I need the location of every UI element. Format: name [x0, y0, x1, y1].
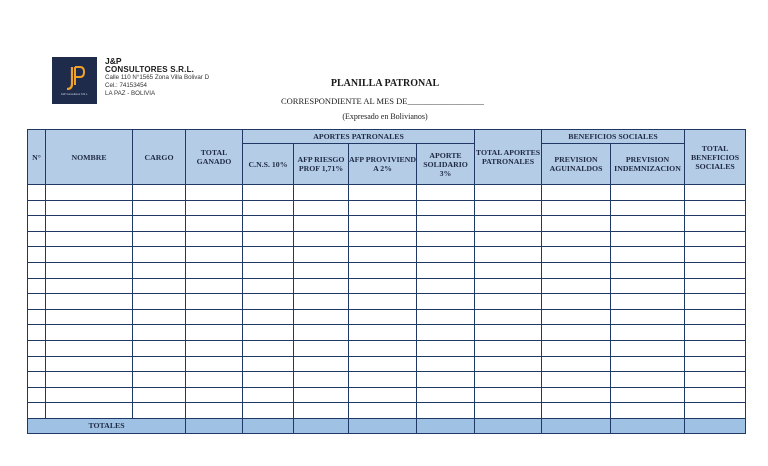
table-cell[interactable] [28, 309, 46, 325]
table-cell[interactable] [417, 387, 475, 403]
table-cell[interactable] [542, 185, 611, 201]
table-cell[interactable] [349, 387, 417, 403]
table-cell[interactable] [611, 309, 685, 325]
table-row [28, 247, 746, 263]
table-cell[interactable] [46, 247, 133, 263]
table-cell[interactable] [611, 185, 685, 201]
table-row [28, 231, 746, 247]
table-cell[interactable] [28, 325, 46, 341]
table-cell[interactable] [417, 340, 475, 356]
table-cell[interactable] [133, 356, 186, 372]
table-cell[interactable] [28, 216, 46, 232]
table-cell[interactable] [611, 216, 685, 232]
table-cell[interactable] [133, 231, 186, 247]
table-cell[interactable] [133, 294, 186, 310]
table-cell[interactable] [46, 278, 133, 294]
table-cell[interactable] [542, 325, 611, 341]
table-cell[interactable] [685, 247, 746, 263]
table-row [28, 403, 746, 419]
table-cell[interactable] [133, 387, 186, 403]
totals-cell [417, 418, 475, 433]
header-total-ganado: TOTAL GANADO [186, 130, 243, 185]
table-row [28, 185, 746, 201]
document-title: PLANILLA PATRONAL [330, 78, 440, 89]
table-cell[interactable] [542, 372, 611, 388]
table-cell[interactable] [243, 200, 294, 216]
table-cell[interactable] [542, 403, 611, 419]
table-row [28, 372, 746, 388]
company-name: CONSULTORES S.R.L. [105, 65, 195, 74]
table-row [28, 356, 746, 372]
table-cell[interactable] [349, 247, 417, 263]
table-cell[interactable] [417, 247, 475, 263]
table-cell[interactable] [417, 216, 475, 232]
table-cell[interactable] [28, 340, 46, 356]
table-cell[interactable] [685, 278, 746, 294]
table-cell[interactable] [417, 262, 475, 278]
table-cell[interactable] [294, 325, 349, 341]
table-row [28, 340, 746, 356]
table-cell[interactable] [186, 372, 243, 388]
table-cell[interactable] [133, 372, 186, 388]
table-cell[interactable] [28, 247, 46, 263]
table-cell[interactable] [417, 278, 475, 294]
table-cell[interactable] [243, 325, 294, 341]
table-cell[interactable] [685, 372, 746, 388]
table-cell[interactable] [417, 185, 475, 201]
table-cell[interactable] [475, 294, 542, 310]
header-cns: C.N.S. 10% [243, 144, 294, 185]
table-cell[interactable] [542, 231, 611, 247]
table-cell[interactable] [46, 325, 133, 341]
table-cell[interactable] [475, 356, 542, 372]
table-cell[interactable] [542, 200, 611, 216]
table-cell[interactable] [243, 278, 294, 294]
header-aporte-solidario: APORTE SOLIDARIO 3% [417, 144, 475, 185]
table-cell[interactable] [294, 309, 349, 325]
table-cell[interactable] [475, 340, 542, 356]
table-cell[interactable] [294, 372, 349, 388]
totals-cell [349, 418, 417, 433]
table-cell[interactable] [133, 200, 186, 216]
table-cell[interactable] [46, 309, 133, 325]
table-cell[interactable] [46, 372, 133, 388]
table-cell[interactable] [243, 294, 294, 310]
table-cell[interactable] [294, 262, 349, 278]
table-cell[interactable] [349, 231, 417, 247]
table-cell[interactable] [685, 356, 746, 372]
table-cell[interactable] [349, 262, 417, 278]
table-cell[interactable] [417, 231, 475, 247]
table-cell[interactable] [349, 356, 417, 372]
table-cell[interactable] [46, 262, 133, 278]
table-cell[interactable] [685, 325, 746, 341]
totals-cell [186, 418, 243, 433]
table-cell[interactable] [46, 185, 133, 201]
table-cell[interactable] [417, 403, 475, 419]
table-cell[interactable] [294, 278, 349, 294]
table-cell[interactable] [186, 403, 243, 419]
table-cell[interactable] [417, 325, 475, 341]
table-cell[interactable] [611, 262, 685, 278]
table-cell[interactable] [475, 231, 542, 247]
table-cell[interactable] [475, 247, 542, 263]
table-cell[interactable] [28, 372, 46, 388]
table-cell[interactable] [243, 356, 294, 372]
table-cell[interactable] [349, 185, 417, 201]
table-cell[interactable] [542, 216, 611, 232]
table-cell[interactable] [417, 200, 475, 216]
table-cell[interactable] [28, 262, 46, 278]
table-cell[interactable] [611, 278, 685, 294]
table-cell[interactable] [186, 185, 243, 201]
table-cell[interactable] [475, 200, 542, 216]
header-aportes-patronales: APORTES PATRONALES [243, 130, 475, 144]
table-cell[interactable] [28, 403, 46, 419]
table-cell[interactable] [475, 278, 542, 294]
table-cell[interactable] [243, 340, 294, 356]
table-cell[interactable] [542, 247, 611, 263]
table-cell[interactable] [294, 231, 349, 247]
table-cell[interactable] [133, 309, 186, 325]
table-row [28, 325, 746, 341]
table-cell[interactable] [685, 403, 746, 419]
table-row [28, 200, 746, 216]
table-cell[interactable] [133, 340, 186, 356]
table-cell[interactable] [294, 247, 349, 263]
table-cell[interactable] [28, 356, 46, 372]
table-cell[interactable] [243, 309, 294, 325]
table-cell[interactable] [186, 278, 243, 294]
company-phone: Cel.: 74153454 [105, 82, 147, 89]
table-cell[interactable] [611, 294, 685, 310]
table-row [28, 294, 746, 310]
table-cell[interactable] [611, 403, 685, 419]
table-cell[interactable] [28, 200, 46, 216]
header-afp-provivienda: AFP PROVIVIEND A 2% [349, 144, 417, 185]
table-cell[interactable] [243, 247, 294, 263]
table-cell[interactable] [46, 403, 133, 419]
table-cell[interactable] [186, 200, 243, 216]
table-cell[interactable] [46, 200, 133, 216]
table-cell[interactable] [243, 216, 294, 232]
totals-cell [685, 418, 746, 433]
table-cell[interactable] [133, 247, 186, 263]
header-cargo: CARGO [133, 130, 186, 185]
table-row [28, 309, 746, 325]
totals-cell [542, 418, 611, 433]
table-cell[interactable] [417, 372, 475, 388]
table-cell[interactable] [475, 372, 542, 388]
table-row [28, 278, 746, 294]
table-cell[interactable] [46, 387, 133, 403]
header-prevision-indemnizacion: PREVISION INDEMNIZACION [611, 144, 685, 185]
company-name-short: J&P [105, 56, 122, 66]
table-cell[interactable] [685, 200, 746, 216]
header-beneficios-sociales: BENEFICIOS SOCIALES [542, 130, 685, 144]
table-cell[interactable] [349, 278, 417, 294]
table-cell[interactable] [294, 200, 349, 216]
table-cell[interactable] [28, 231, 46, 247]
table-cell[interactable] [542, 309, 611, 325]
totals-label: TOTALES [28, 418, 186, 433]
table-body [28, 185, 746, 419]
header-prevision-aguinaldos: PREVISION AGUINALDOS [542, 144, 611, 185]
table-cell[interactable] [475, 216, 542, 232]
table-cell[interactable] [186, 216, 243, 232]
logo-caption: J&P Consultores S.R.L. [60, 93, 89, 96]
table-cell[interactable] [611, 356, 685, 372]
table-cell[interactable] [294, 185, 349, 201]
table-cell[interactable] [294, 387, 349, 403]
table-cell[interactable] [28, 278, 46, 294]
table-cell[interactable] [243, 262, 294, 278]
totals-row [28, 418, 746, 433]
table-cell[interactable] [243, 372, 294, 388]
table-cell[interactable] [294, 356, 349, 372]
table-cell[interactable] [186, 262, 243, 278]
table-cell[interactable] [685, 309, 746, 325]
table-cell[interactable] [611, 200, 685, 216]
table-cell[interactable] [133, 403, 186, 419]
table-cell[interactable] [611, 340, 685, 356]
table-cell[interactable] [685, 231, 746, 247]
table-row [28, 387, 746, 403]
payroll-table [27, 129, 746, 434]
table-cell[interactable] [685, 185, 746, 201]
table-cell[interactable] [475, 403, 542, 419]
table-cell[interactable] [349, 372, 417, 388]
table-cell[interactable] [475, 387, 542, 403]
header-afp-riesgo: AFP RIESGO PROF 1,71% [294, 144, 349, 185]
table-cell[interactable] [186, 325, 243, 341]
table-cell[interactable] [417, 294, 475, 310]
table-cell[interactable] [611, 325, 685, 341]
table-cell[interactable] [133, 216, 186, 232]
table-cell[interactable] [186, 294, 243, 310]
table-cell[interactable] [611, 247, 685, 263]
table-cell[interactable] [349, 340, 417, 356]
table-cell[interactable] [475, 309, 542, 325]
table-cell[interactable] [133, 325, 186, 341]
table-cell[interactable] [542, 294, 611, 310]
table-cell[interactable] [542, 340, 611, 356]
company-address: Calle 110 N°1565 Zona Villa Bolivar D [105, 74, 210, 81]
table-cell[interactable] [294, 216, 349, 232]
table-cell[interactable] [243, 387, 294, 403]
table-cell[interactable] [349, 325, 417, 341]
table-cell[interactable] [243, 185, 294, 201]
table-cell[interactable] [685, 294, 746, 310]
table-cell[interactable] [243, 403, 294, 419]
currency-note: (Expresado en Bolivianos) [342, 112, 428, 121]
table-cell[interactable] [349, 294, 417, 310]
table-cell[interactable] [186, 309, 243, 325]
table-cell[interactable] [186, 231, 243, 247]
totals-cell [243, 418, 294, 433]
totals-cell [294, 418, 349, 433]
document-subtitle: CORRESPONDIENTE AL MES DE__________________ [281, 96, 484, 106]
table-cell[interactable] [186, 387, 243, 403]
table-cell[interactable] [243, 231, 294, 247]
table-cell[interactable] [475, 185, 542, 201]
table-row [28, 216, 746, 232]
table-cell[interactable] [349, 309, 417, 325]
table-cell[interactable] [186, 340, 243, 356]
table-cell[interactable] [133, 185, 186, 201]
header-total-beneficios: TOTAL BENEFICIOS SOCIALES [685, 130, 746, 185]
table-cell[interactable] [685, 262, 746, 278]
table-cell[interactable] [542, 356, 611, 372]
table-cell[interactable] [685, 387, 746, 403]
table-cell[interactable] [28, 294, 46, 310]
company-logo [52, 57, 97, 104]
table-cell[interactable] [294, 403, 349, 419]
table-cell[interactable] [46, 216, 133, 232]
table-cell[interactable] [46, 294, 133, 310]
header-nro: N° [28, 130, 46, 185]
table-cell[interactable] [28, 185, 46, 201]
company-info [105, 57, 209, 98]
totals-cell [475, 418, 542, 433]
table-cell[interactable] [611, 387, 685, 403]
table-cell[interactable] [611, 372, 685, 388]
table-cell[interactable] [186, 247, 243, 263]
table-cell[interactable] [685, 216, 746, 232]
table-cell[interactable] [186, 356, 243, 372]
table-cell[interactable] [417, 356, 475, 372]
table-cell[interactable] [133, 278, 186, 294]
header-nombre: NOMBRE [46, 130, 133, 185]
table-cell[interactable] [349, 403, 417, 419]
table-cell[interactable] [475, 325, 542, 341]
table-cell[interactable] [611, 231, 685, 247]
table-row [28, 262, 746, 278]
table-cell[interactable] [28, 387, 46, 403]
table-cell[interactable] [542, 387, 611, 403]
table-cell[interactable] [349, 200, 417, 216]
table-cell[interactable] [542, 262, 611, 278]
table-cell[interactable] [475, 262, 542, 278]
table-cell[interactable] [294, 294, 349, 310]
table-cell[interactable] [542, 278, 611, 294]
totals-cell [611, 418, 685, 433]
company-city: LA PAZ - BOLIVIA [105, 90, 156, 97]
table-cell[interactable] [133, 262, 186, 278]
table-cell[interactable] [294, 340, 349, 356]
table-cell[interactable] [46, 356, 133, 372]
table-cell[interactable] [685, 340, 746, 356]
table-cell[interactable] [46, 231, 133, 247]
table-cell[interactable] [349, 216, 417, 232]
header-total-aportes: TOTAL APORTES PATRONALES [475, 130, 542, 185]
table-cell[interactable] [417, 309, 475, 325]
table-cell[interactable] [46, 340, 133, 356]
